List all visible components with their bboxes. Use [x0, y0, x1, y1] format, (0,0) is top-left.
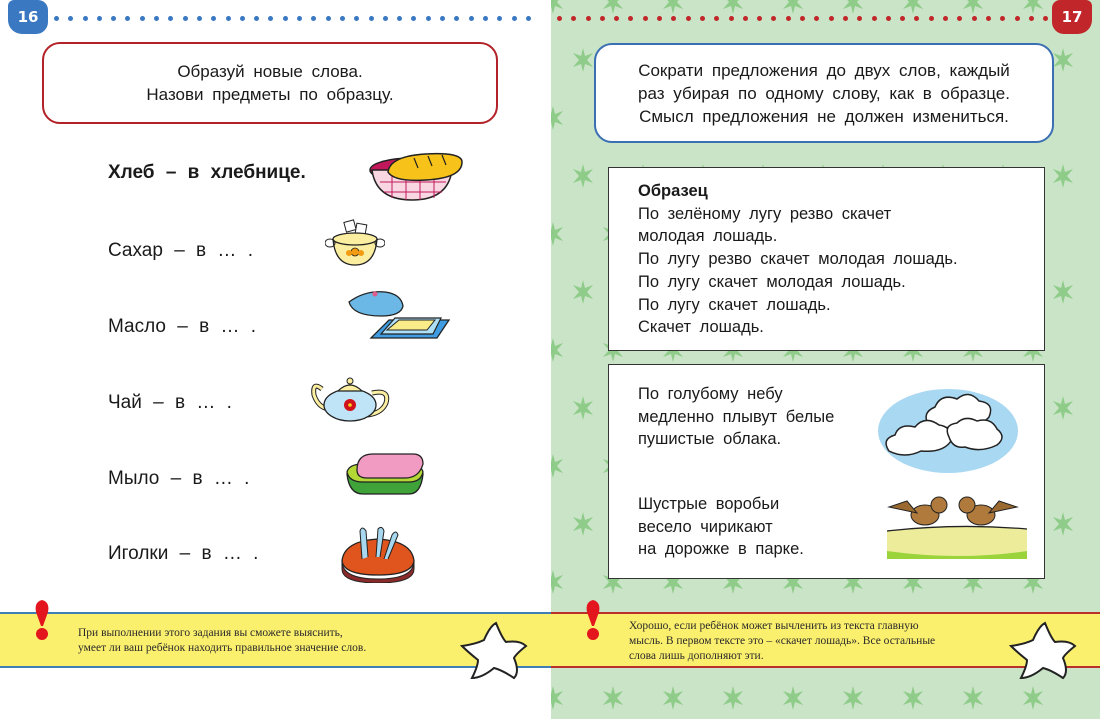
- star-icon: [1007, 620, 1079, 682]
- exercise-item: Иголки – в … .: [108, 543, 259, 564]
- adult-exclamation-icon: [579, 598, 607, 646]
- example-line: на дорожке в парке.: [638, 540, 804, 559]
- page-number-17: 17: [1052, 0, 1092, 34]
- note-line-2: умеет ли ваш ребёнок находить правильное значение слов.: [78, 642, 367, 654]
- dotted-divider: [557, 16, 1048, 22]
- sample-line: молодая лошадь.: [638, 227, 778, 246]
- sparrows-icon: [887, 493, 1027, 563]
- task-line-2: раз убирая по одному слову, как в образце.: [638, 83, 1010, 103]
- sample-box: [608, 167, 1045, 351]
- exercise-item: Мыло – в … .: [108, 468, 250, 489]
- task-line-3: Смысл предложения не должен измениться.: [639, 106, 1009, 126]
- task-line-1: Сократи предложения до двух слов, каждый: [638, 60, 1010, 80]
- adult-exclamation-icon: [28, 598, 56, 646]
- note-line-1: Хорошо, если ребёнок может вычленить из текста главную: [629, 620, 919, 632]
- pincushion-icon: [338, 525, 418, 583]
- example-line: пушистые облака.: [638, 430, 782, 449]
- task-instruction-box: [42, 42, 498, 124]
- note-line-1: При выполнении этого задания вы сможете выяснить,: [78, 627, 343, 639]
- exercise-item: Чай – в … .: [108, 392, 232, 413]
- star-icon: [458, 620, 530, 682]
- sample-line: Скачет лошадь.: [638, 318, 764, 337]
- sample-line: По лугу резво скачет молодая лошадь.: [638, 250, 958, 269]
- task-line-2: Назови предметы по образцу.: [146, 85, 394, 104]
- sample-line: По лугу скачет лошадь.: [638, 295, 831, 314]
- sample-line: По зелёному лугу резво скачет: [638, 204, 892, 223]
- example-line: Шустрые воробьи: [638, 495, 780, 513]
- exercise-item: Сахар – в … .: [108, 240, 253, 261]
- sugar-bowl-icon: [325, 217, 385, 272]
- sample-heading: Образец: [638, 182, 708, 200]
- note-line-3: слова лишь дополняют эти.: [629, 650, 764, 662]
- example-sentence-sparrows: [638, 493, 804, 561]
- examples-box: [608, 364, 1045, 579]
- clouds-icon: [877, 385, 1019, 475]
- example-line: медленно плывут белые: [638, 407, 835, 426]
- task-instruction-box: [594, 43, 1054, 143]
- right-page: [551, 0, 1100, 719]
- butter-dish-icon: [345, 288, 455, 353]
- exercise-example: Хлеб – в хлебнице.: [108, 162, 306, 183]
- teapot-icon: [310, 373, 395, 423]
- dotted-divider: [54, 16, 531, 22]
- task-line-1: Образуй новые слова.: [177, 62, 363, 81]
- note-line-2: мысль. В первом тексте это – «скачет лошадь». Все остальные: [629, 635, 936, 647]
- sample-line: По лугу скачет молодая лошадь.: [638, 272, 906, 291]
- example-line: весело чирикают: [638, 517, 773, 536]
- exercise-item: Масло – в … .: [108, 316, 257, 337]
- page-number-16: 16: [8, 0, 48, 34]
- example-line: По голубому небу: [638, 385, 783, 403]
- soap-dish-icon: [343, 450, 428, 500]
- bread-basket-icon: [366, 150, 466, 205]
- example-sentence-clouds: [638, 383, 834, 451]
